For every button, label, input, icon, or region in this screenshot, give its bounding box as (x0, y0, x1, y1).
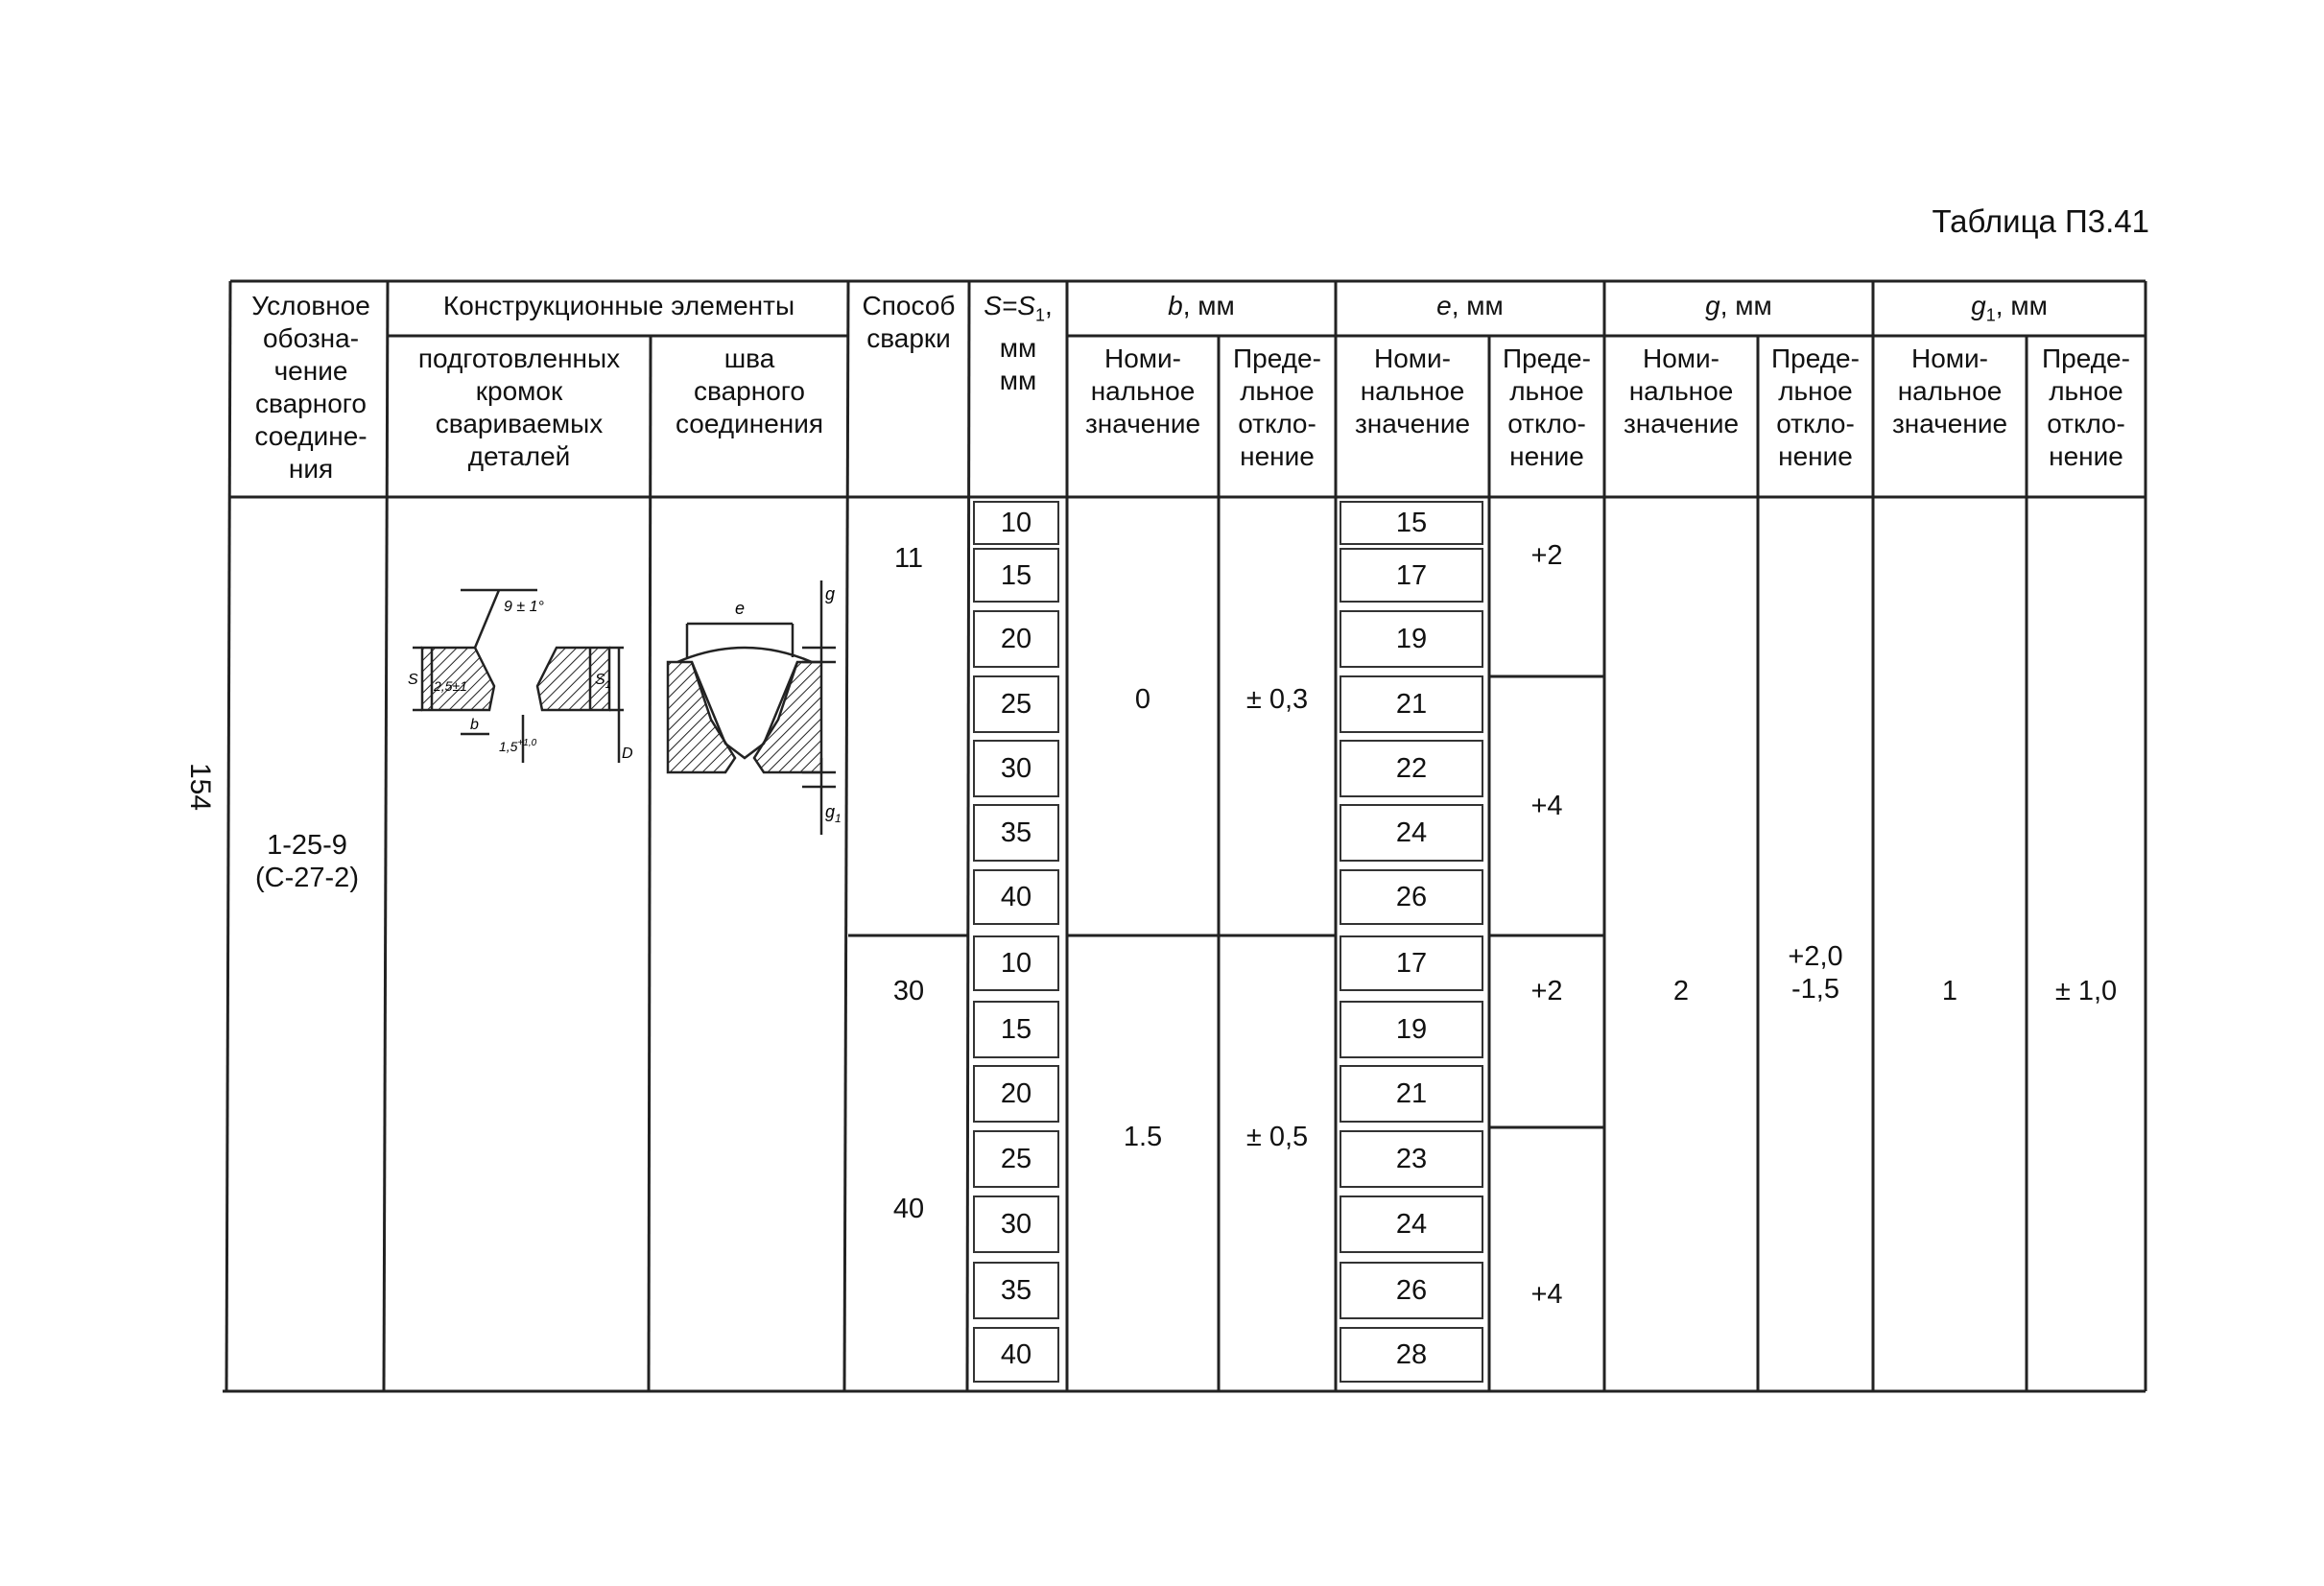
thickness-value: 15 (1000, 1014, 1032, 1045)
thickness-value: 35 (1000, 817, 1032, 848)
thickness-cell (973, 1327, 1059, 1383)
thickness-cell (973, 548, 1059, 603)
thickness-cell (973, 675, 1059, 733)
sketch-offset-label: $1,5^{+1,0}$ (499, 738, 537, 754)
header-welding-method: Способ сварки (862, 291, 956, 353)
e-nominal-cell (1340, 935, 1483, 991)
sketch-land-label: 2,5±1 (434, 678, 467, 694)
e-deviation-4: +4 (1530, 1279, 1563, 1310)
page-number: 154 (184, 762, 216, 812)
method-30: 30 (892, 976, 925, 1006)
method-40: 40 (892, 1194, 925, 1224)
e-nominal-value: 24 (1395, 1209, 1428, 1240)
thickness-cell (973, 610, 1059, 668)
header-designation: Условное обозна- чение сварного соедине- ния (251, 291, 370, 484)
thickness-cell (973, 740, 1059, 797)
e-nominal-value: 24 (1395, 817, 1428, 848)
e-nominal-cell (1340, 1065, 1483, 1123)
e-nominal-value: 19 (1395, 624, 1428, 654)
thickness-value: 25 (1000, 1144, 1032, 1174)
thickness-value: 25 (1000, 689, 1032, 720)
header-e-deviation: Преде- льное отклo- нение (1503, 343, 1591, 471)
thickness-cell (973, 1195, 1059, 1253)
g1-deviation: ± 1,0 (2054, 976, 2118, 1006)
e-deviation-3: +2 (1530, 976, 1563, 1006)
thickness-value: 10 (1000, 948, 1032, 979)
e-nominal-value: 15 (1395, 508, 1428, 538)
g-deviation: +2,0 -1,5 (1788, 941, 1843, 1005)
e-nominal-cell (1340, 675, 1483, 733)
b-nominal-2: 1.5 (1123, 1122, 1163, 1152)
header-b-nominal: Номи- нальное значение (1084, 343, 1201, 438)
header-prepared-edges: подготовленных кромок свариваемых деталей (417, 343, 621, 471)
thickness-value: 30 (1000, 1209, 1032, 1240)
e-nominal-cell (1340, 610, 1483, 668)
e-nominal-value: 17 (1395, 559, 1428, 591)
e-deviation-2: +4 (1530, 791, 1563, 821)
thickness-cell (973, 869, 1059, 925)
e-nominal-value: 19 (1395, 1014, 1428, 1045)
weld-seam-sketch (658, 566, 841, 854)
header-b: b, мм (1168, 291, 1235, 320)
e-nominal-cell (1340, 548, 1483, 603)
sketch-angle-label: 9 ± 1° (504, 599, 544, 615)
e-nominal-value: 17 (1395, 948, 1428, 979)
header-e: e, мм (1436, 291, 1504, 320)
thickness-cell (973, 804, 1059, 862)
thickness-cell (973, 1065, 1059, 1123)
header-g-deviation: Преде- льное отклo- нение (1771, 343, 1860, 471)
e-nominal-value: 26 (1395, 882, 1428, 912)
thickness-cell (973, 501, 1059, 545)
e-nominal-value: 23 (1395, 1144, 1428, 1174)
e-nominal-value: 21 (1395, 689, 1428, 720)
g-nominal: 2 (1672, 976, 1690, 1006)
table-title: Таблица П3.41 (1932, 203, 2149, 239)
thickness-value: 10 (1000, 508, 1032, 538)
e-nominal-cell (1340, 869, 1483, 925)
sketch-b-label: b (470, 717, 479, 733)
header-b-deviation: Преде- льное отклo- нение (1233, 343, 1321, 471)
seam-g1-label: $g_1$ (825, 802, 842, 825)
method-11: 11 (893, 543, 924, 574)
sketch-s-label: S (408, 672, 418, 688)
b-deviation-1: ± 0,3 (1245, 684, 1309, 715)
e-nominal-value: 26 (1395, 1275, 1428, 1306)
thickness-value: 15 (1000, 559, 1032, 591)
header-thickness: $S=S_1$, мм мм (984, 291, 1053, 395)
header-weld-seam: шва сварного соединения (675, 343, 824, 438)
thickness-value: 30 (1000, 753, 1032, 784)
b-deviation-2: ± 0,5 (1245, 1122, 1309, 1152)
header-g: g, мм (1705, 291, 1772, 320)
thickness-value: 20 (1000, 624, 1032, 654)
e-nominal-value: 28 (1395, 1339, 1428, 1370)
header-g1-deviation: Преде- льное отклo- нение (2042, 343, 2130, 471)
e-nominal-cell (1340, 1262, 1483, 1319)
seam-e-label: e (735, 599, 746, 618)
thickness-cell (973, 935, 1059, 991)
seam-g-label: g (825, 584, 836, 604)
e-deviation-1: +2 (1530, 540, 1563, 571)
e-nominal-cell (1340, 1327, 1483, 1383)
e-nominal-cell (1340, 1195, 1483, 1253)
thickness-cell (973, 1001, 1059, 1058)
header-e-nominal: Номи- нальное значение (1354, 343, 1471, 438)
header-g1: $g_1$, мм (1971, 291, 2048, 325)
thickness-value: 40 (1000, 882, 1032, 912)
e-nominal-cell (1340, 804, 1483, 862)
sketch-s1-label: $S_1$ (595, 672, 611, 691)
thickness-value: 35 (1000, 1275, 1032, 1306)
thickness-cell (973, 1130, 1059, 1188)
sketch-dia-label: D (622, 746, 633, 762)
edge-preparation-sketch (403, 571, 643, 782)
g1-nominal: 1 (1941, 976, 1958, 1006)
b-nominal-1: 0 (1134, 684, 1151, 715)
designation-value: 1-25-9 (С-27-2) (255, 830, 359, 893)
header-g1-nominal: Номи- нальное значение (1891, 343, 2008, 438)
header-g-nominal: Номи- нальное значение (1623, 343, 1740, 438)
thickness-value: 20 (1000, 1078, 1032, 1109)
e-nominal-cell (1340, 1001, 1483, 1058)
thickness-value: 40 (1000, 1339, 1032, 1370)
thickness-cell (973, 1262, 1059, 1319)
e-nominal-cell (1340, 1130, 1483, 1188)
e-nominal-value: 21 (1395, 1078, 1428, 1109)
e-nominal-value: 22 (1395, 753, 1428, 784)
header-structural-elements: Конструкционные элементы (442, 291, 795, 320)
e-nominal-cell (1340, 740, 1483, 797)
e-nominal-cell (1340, 501, 1483, 545)
